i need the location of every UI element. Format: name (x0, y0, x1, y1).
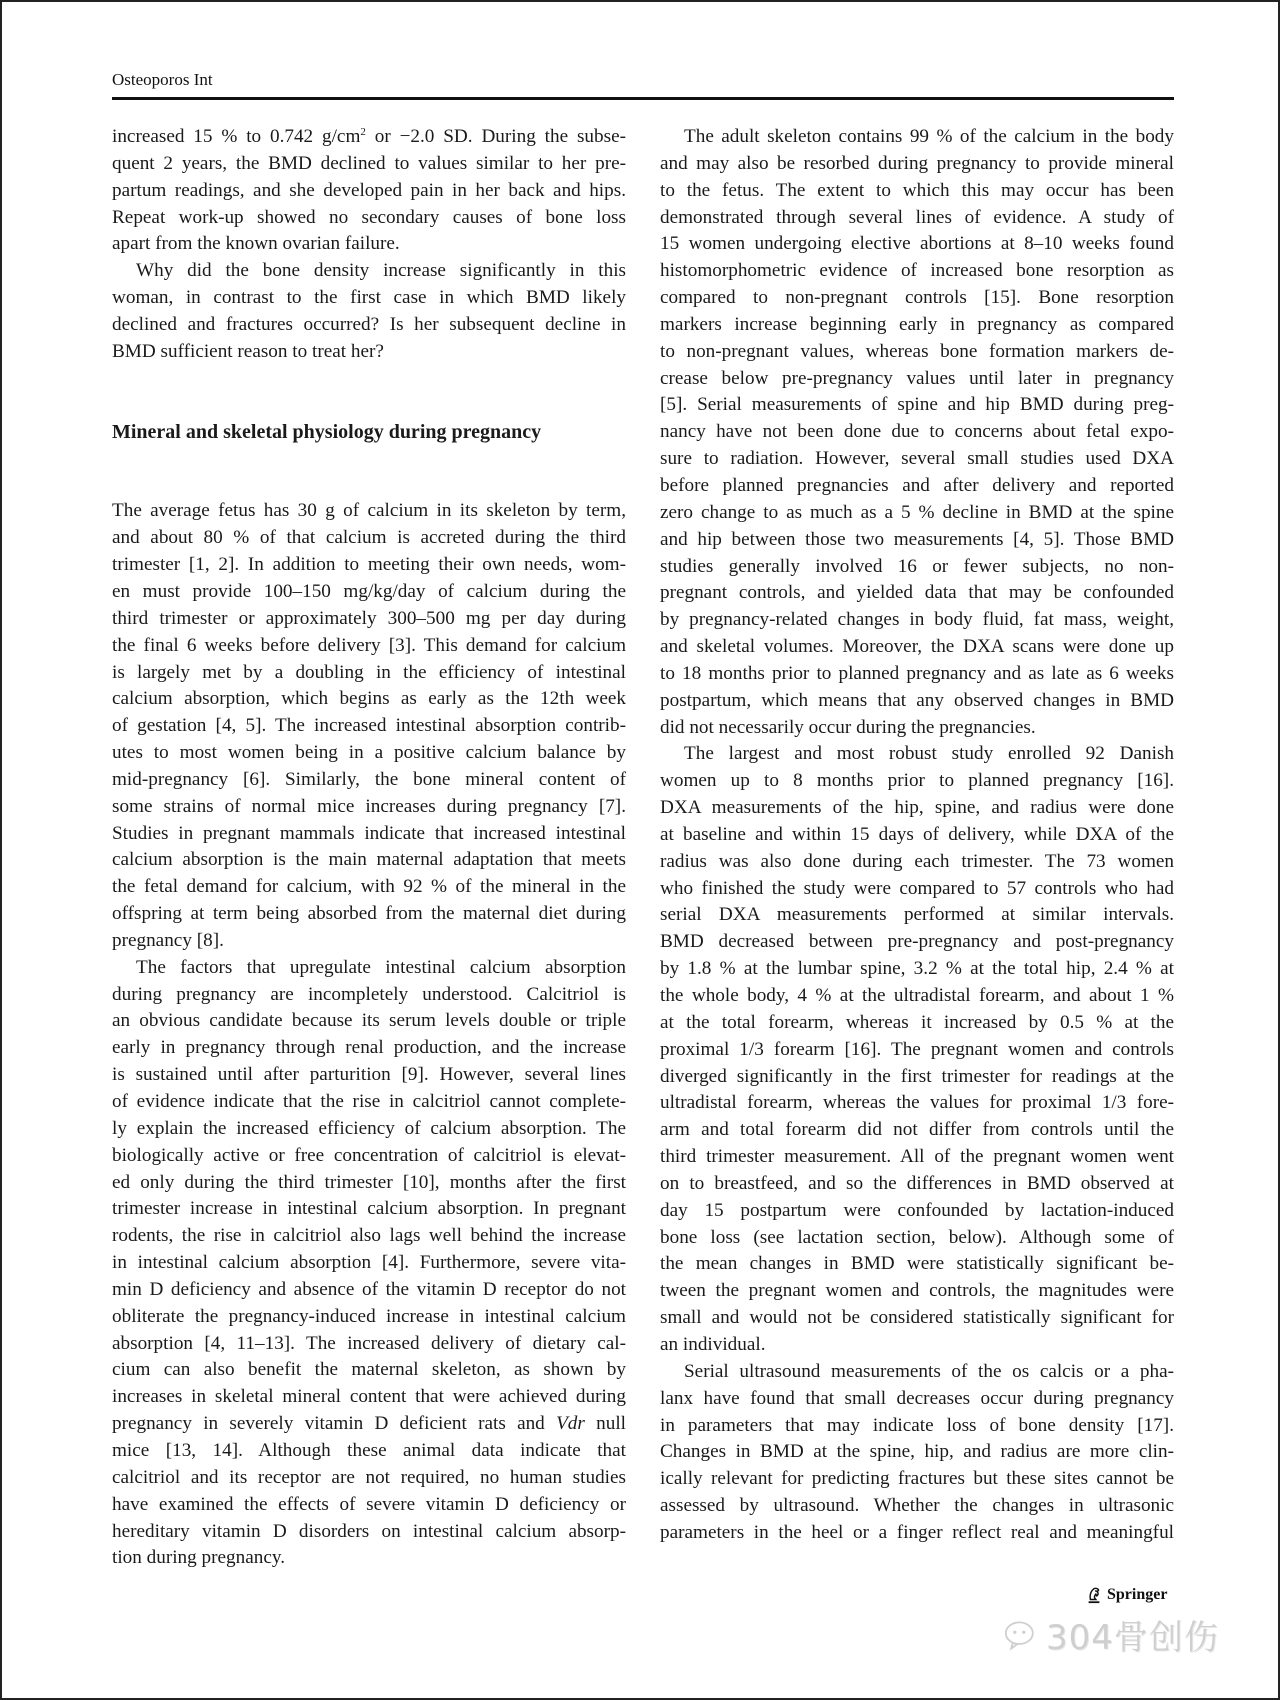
paragraph (660, 124, 1174, 741)
text-line: in intestinal calcium absorption [4]. Furthermore, severe vita- (112, 1252, 626, 1274)
text-line: increased 15 % to 0.742 $g/cm^2$ or −2.0 SD. During the subse- (112, 126, 626, 147)
paragraph (660, 1359, 1174, 1547)
spacer (112, 366, 626, 419)
text-line: of gestation [4, 5]. The increased intestinal absorption contrib- (112, 715, 626, 737)
text-line: min D deficiency and absence of the vitamin D receptor do not (112, 1278, 626, 1300)
text-line: is sustained until after parturition [9]. However, several lines (112, 1064, 626, 1086)
text-line: crease below pre-pregnancy values until later in pregnancy (660, 367, 1174, 389)
text-line: offspring at term being absorbed from the maternal diet during (112, 903, 626, 925)
text-line: at the total forearm, whereas it increased by 0.5 % at the (660, 1011, 1174, 1033)
text-line: The largest and most robust study enrolled 92 Danish (684, 743, 1174, 765)
text-line: increases in skeletal mineral content that were achieved during (112, 1386, 626, 1408)
text-line: the whole body, 4 % at the ultradistal forearm, and about 1 % (660, 985, 1174, 1006)
text-line: pregnancy [8]. (112, 929, 224, 951)
text-line: trimester [1, 2]. In addition to meeting their own needs, wom- (112, 554, 626, 576)
running-head: Osteoporos Int (112, 70, 213, 89)
text-line: postpartum, which means that any observed changes in BMD (660, 689, 1174, 711)
text-line: and about 80 % of that calcium is accreted during the third (112, 527, 626, 549)
text-line: demonstrated through several lines of evidence. A study of (660, 206, 1174, 228)
text-line: calcium absorption, which begins as early as the 12th week (112, 688, 626, 710)
text-line: some strains of normal mice increases during pregnancy [7]. (112, 795, 626, 817)
text-line: diverged significantly in the first trimester for readings at the (660, 1065, 1174, 1087)
text-line: proximal 1/3 forearm [16]. The pregnant women and controls (660, 1038, 1174, 1060)
text-line: ically relevant for predicting fractures but these sites cannot be (660, 1468, 1174, 1490)
text-line: The average fetus has 30 g of calcium in its skeleton by term, (112, 500, 626, 522)
text-line: have examined the effects of severe vitamin D deficiency or (112, 1493, 626, 1515)
text-line: by pregnancy-related changes in body fluid, fat mass, weight, (660, 609, 1174, 631)
text-line: [5]. Serial measurements of spine and hip BMD during preg- (660, 394, 1174, 416)
text-line: en must provide 100–150 mg/kg/day of calcium during the (112, 580, 626, 602)
text-line: the final 6 weeks before delivery [3]. This demand for calcium (112, 634, 626, 656)
text-line: during pregnancy are incompletely understood. Calcitriol is (112, 983, 626, 1005)
text-line: pregnancy in severely vitamin D deficient rats and Vdr null (112, 1413, 626, 1435)
text-line: ed only during the third trimester [10], months after the first (112, 1171, 626, 1193)
text-line: the fetal demand for calcium, with 92 % of the mineral in the (112, 876, 626, 898)
text-line: hereditary vitamin D disorders on intestinal calcium absorp- (112, 1520, 626, 1542)
text-line: assessed by ultrasound. Whether the changes in ultrasonic (660, 1495, 1174, 1517)
paragraph (112, 955, 626, 1572)
text-line: did not necessarily occur during the pregnancies. (660, 716, 1036, 738)
wechat-icon (1004, 1617, 1040, 1653)
text-line: Serial ultrasound measurements of the os calcis or a pha- (684, 1360, 1174, 1382)
text-line: markers increase beginning early in pregnancy as compared (660, 313, 1174, 335)
text-line: and hip between those two measurements [4, 5]. Those BMD (660, 528, 1174, 550)
text-line: cium can also benefit the maternal skeleton, as shown by (112, 1359, 626, 1381)
text-line: mid-pregnancy [6]. Similarly, the bone mineral content of (112, 768, 626, 790)
text-line: calcium absorption is the main maternal adaptation that meets (112, 849, 626, 871)
text-line: BMD sufficient reason to treat her? (112, 340, 384, 362)
text-line: BMD decreased between pre-pregnancy and post-pregnancy (660, 931, 1174, 953)
text-line: quent 2 years, the BMD declined to values similar to her pre- (112, 152, 626, 174)
text-line: to non-pregnant values, whereas bone formation markers de- (660, 340, 1174, 362)
text-line: at baseline and within 15 days of delivery, while DXA of the (660, 823, 1174, 845)
publisher-logo (1085, 1586, 1167, 1604)
text-line: calcitriol and its receptor are not required, no human studies (112, 1466, 626, 1488)
watermark (1004, 1610, 1219, 1659)
text-line: is largely met by a doubling in the efficiency of intestinal (112, 661, 626, 683)
text-line: pregnant controls, and yielded data that may be confounded (660, 582, 1174, 604)
right-column (660, 124, 1174, 1547)
paragraph (112, 258, 626, 365)
text-line: ultradistal forearm, whereas the values for proximal 1/3 fore- (660, 1092, 1174, 1114)
text-line: 15 women undergoing elective abortions at 8–10 weeks found (660, 233, 1174, 255)
text-line: histomorphometric evidence of increased bone resorption as (660, 260, 1174, 282)
text-line: ly explain the increased efficiency of calcium absorption. The (112, 1117, 626, 1139)
text-line: trimester increase in intestinal calcium absorption. In pregnant (112, 1198, 626, 1220)
text-line: serial DXA measurements performed at similar intervals. (660, 904, 1174, 926)
text-line: to 18 months prior to planned pregnancy and as late as 6 weeks (660, 662, 1174, 684)
text-line: The factors that upregulate intestinal calcium absorption (136, 956, 626, 978)
text-line: by 1.8 % at the lumbar spine, 3.2 % at the total hip, 2.4 % at (660, 958, 1174, 980)
text-line: nancy have not been done due to concerns about fetal expo- (660, 421, 1174, 443)
header-rule (112, 97, 1174, 100)
paragraph (112, 498, 626, 954)
watermark-text: 304骨创伤 (1046, 1618, 1219, 1658)
text-line: arm and total forearm did not differ from controls until the (660, 1119, 1174, 1141)
text-line: of evidence indicate that the rise in calcitriol cannot complete- (112, 1091, 626, 1112)
text-line: Studies in pregnant mammals indicate that increased intestinal (112, 822, 626, 844)
text-line: partum readings, and she developed pain in her back and hips. (112, 179, 626, 201)
text-line: zero change to as much as a 5 % decline in BMD at the spine (660, 501, 1174, 523)
spacer (112, 445, 626, 498)
paragraph (660, 741, 1174, 1358)
text-line: absorption [4, 11–13]. The increased delivery of dietary cal- (112, 1332, 626, 1354)
text-line: DXA measurements of the hip, spine, and radius were done (660, 797, 1174, 819)
text-line: who finished the study were compared to 57 controls who had (660, 877, 1174, 899)
text-line: women up to 8 months prior to planned pregnancy [16]. (660, 770, 1174, 792)
text-line: before planned pregnancies and after delivery and reported (660, 474, 1174, 496)
text-line: third trimester or approximately 300–500 mg per day during (112, 607, 626, 629)
text-line: lanx have found that small decreases occur during pregnancy (660, 1387, 1174, 1409)
text-line: the mean changes in BMD were statistically significant be- (660, 1253, 1174, 1275)
text-line: on to breastfeed, and so the differences in BMD observed at (660, 1172, 1174, 1194)
text-line: bone loss (see lactation section, below). Although some of (660, 1226, 1174, 1248)
text-line: an obvious candidate because its serum levels double or triple (112, 1010, 626, 1032)
text-line: woman, in contrast to the first case in which BMD likely (112, 287, 626, 309)
text-line: studies generally involved 16 or fewer subjects, no non- (660, 555, 1174, 577)
section-heading: Mineral and skeletal physiology during pregnancy (112, 420, 542, 443)
left-column (112, 124, 626, 1572)
text-line: mice [13, 14]. Although these animal data indicate that (112, 1439, 626, 1461)
text-line: radius was also done during each trimester. The 73 women (660, 850, 1174, 872)
text-line: third trimester measurement. All of the pregnant women went (660, 1146, 1174, 1168)
text-line: tween the pregnant women and controls, the magnitudes were (660, 1280, 1174, 1302)
text-line: obliterate the pregnancy-induced increase in intestinal calcium (112, 1305, 626, 1327)
text-line: biologically active or free concentration of calcitriol is elevat- (112, 1144, 626, 1166)
text-line: utes to most women being in a positive calcium balance by (112, 742, 626, 764)
text-line: and skeletal volumes. Moreover, the DXA scans were done up (660, 636, 1174, 658)
text-line: declined and fractures occurred? Is her subsequent decline in (112, 313, 626, 335)
text-line: day 15 postpartum were confounded by lactation-induced (660, 1199, 1174, 1221)
text-line: The adult skeleton contains 99 % of the calcium in the body (684, 126, 1174, 147)
text-line: Repeat work-up showed no secondary causes of bone loss (112, 206, 626, 228)
text-line: Why did the bone density increase significantly in this (136, 260, 626, 282)
text-line: Changes in BMD at the spine, hip, and radius are more clin- (660, 1441, 1174, 1463)
text-line: compared to non-pregnant controls [15]. Bone resorption (660, 287, 1174, 309)
text-line: small and would not be considered statistically significant for (660, 1307, 1174, 1329)
publisher-name: Springer (1107, 1586, 1168, 1603)
text-line: apart from the known ovarian failure. (112, 233, 400, 255)
text-line: and may also be resorbed during pregnancy to provide mineral (660, 152, 1174, 174)
text-line: tion during pregnancy. (112, 1547, 285, 1569)
text-line: rodents, the rise in calcitriol also lags well behind the increase (112, 1225, 626, 1247)
paragraph (112, 124, 626, 258)
text-line: parameters in the heel or a finger reflect real and meaningful (660, 1521, 1174, 1543)
text-line: sure to radiation. However, several small studies used DXA (660, 448, 1174, 470)
text-line: early in pregnancy through renal production, and the increase (112, 1037, 626, 1059)
springer-knight-icon (1085, 1586, 1103, 1604)
text-line: in parameters that may indicate loss of bone density [17]. (660, 1414, 1174, 1436)
text-line: an individual. (660, 1333, 766, 1355)
text-line: to the fetus. The extent to which this may occur has been (660, 179, 1174, 201)
